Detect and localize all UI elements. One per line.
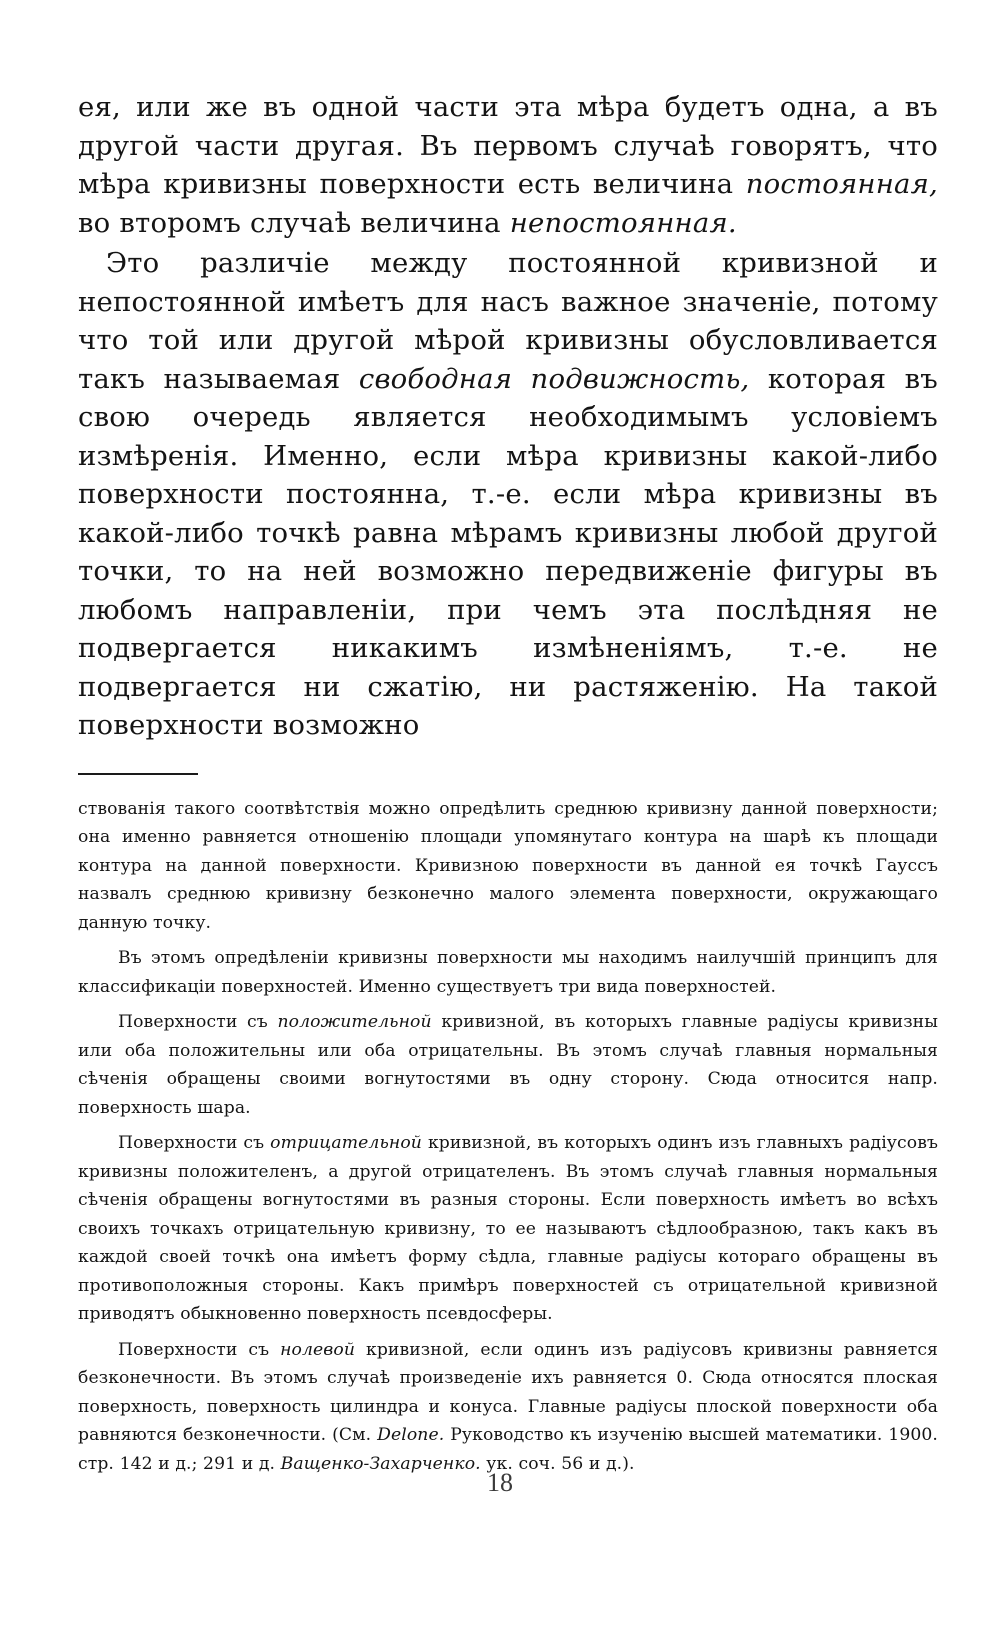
footnote-3-text-c: кривизной, въ которыхъ главные радіусы кривизны или оба положительны или оба отрицательны. Въ этомъ случаѣ главныя нормальныя сѣченія обращены своими вогнутостями въ одну сторону. Сюда относится напр. поверхность шара. bbox=[78, 1012, 938, 1118]
footnote-5-text-e: Руководство къ изученію высшей математики. 1900. стр. 142 и д.; 291 и д. bbox=[78, 1425, 938, 1474]
paragraph-1-text-c: во второмъ случаѣ величина bbox=[78, 206, 510, 239]
footnote-3-text-a: Поверхности съ bbox=[118, 1012, 278, 1032]
footnote-paragraph-1: ствованія такого соотвѣтствія можно опредѣлить среднюю кривизну данной поверхности; она именно равняется отношенію площади упомянутаго контура на шарѣ къ площади контура на данной поверхности. Кривизною поверхности въ данной ея точкѣ Гауссъ назвалъ среднюю кривизну безконечно малого элемента поверхности, окружающаго данную точку. bbox=[78, 798, 938, 933]
paragraph-2-text-a: Это различіе между постоянной кривизной и непостоянной имѣетъ для насъ важное значеніе, потому что той или другой мѣрой кривизны обусловливается такъ называемая bbox=[78, 247, 938, 395]
footnote-4-text-a: Поверхности съ bbox=[118, 1133, 271, 1153]
footnote-divider bbox=[78, 773, 198, 775]
footnote-paragraph-3 bbox=[78, 1008, 938, 1122]
paragraph-2-text-c: которая въ свою очередь является необходимымъ условіемъ измѣренія. Именно, если мѣра кривизны какой-либо поверхности постоянна, т.-е. если мѣра кривизны въ какой-либо точкѣ равна мѣрамъ кривизны любой другой точки, то на ней возможно передвиженіе фигуры въ любомъ направленіи, при чемъ эта послѣдняя не подвергается никакимъ измѣненіямъ, т.-е. не подвергается ни сжатію, ни растяженію. На такой поверхности возможно bbox=[78, 362, 938, 741]
footnote-5-text-a: Поверхности съ bbox=[118, 1339, 281, 1360]
term-zero: нолевой bbox=[280, 1339, 355, 1360]
footnote-paragraph-5 bbox=[78, 1336, 938, 1479]
footnote bbox=[78, 795, 938, 1479]
footnote-paragraph-4 bbox=[78, 1129, 938, 1329]
author-vashchenko: Ващенко-Захарченко. bbox=[280, 1453, 481, 1474]
term-constant: постоянная, bbox=[745, 168, 938, 200]
paragraph-1-text-a: ея, или же въ одной части эта мѣра будетъ одна, а въ другой части другая. Въ первомъ случаѣ говорятъ, что мѣра кривизны поверхности есть величина bbox=[78, 91, 938, 200]
footnote-5-text-g: ук. соч. 56 и д.). bbox=[480, 1453, 635, 1474]
footnote-5-text-c: кривизной, если одинъ изъ радіусовъ кривизны равняется безконечности. Въ этомъ случаѣ произведеніе ихъ равняется 0. Сюда относятся плоская поверхность, поверхность цилиндра и конуса. Главные радіусы плоской поверхности оба равняются безконечности. (См. bbox=[78, 1339, 938, 1445]
term-positive: положительной bbox=[277, 1012, 432, 1032]
term-free-mobility: свободная подвижность, bbox=[358, 362, 750, 395]
footnote-4-text-c: кривизной, въ которыхъ одинъ изъ главныхъ радіусовъ кривизны положителенъ, а другой отрицателенъ. Въ этомъ случаѣ главныя нормальныя сѣченія обращены вогнутостями въ разныя стороны. Если поверхность имѣетъ во всѣхъ своихъ точкахъ отрицательную кривизну, то ее называютъ сѣдлообразною, такъ какъ въ каждой своей точкѣ она имѣетъ форму сѣдла, главные радіусы котораго обращены въ противоположныя стороны. Какъ примѣръ поверхностей съ отрицательной кривизной приводятъ обыкновенно поверхность псевдосферы. bbox=[78, 1133, 939, 1324]
paragraph-1 bbox=[78, 88, 938, 242]
footnote-paragraph-2: Въ этомъ опредѣленіи кривизны поверхности мы находимъ наилучшій принципъ для классификаціи поверхностей. Именно существуетъ три вида поверхностей. bbox=[78, 948, 938, 997]
page-number: 18 bbox=[487, 1468, 513, 1497]
term-negative: отрицательной bbox=[270, 1133, 422, 1153]
page-content bbox=[78, 88, 938, 1485]
author-delone: Delone. bbox=[377, 1425, 445, 1445]
term-nonconstant: непостоянная. bbox=[509, 206, 737, 239]
paragraph-2 bbox=[78, 244, 938, 745]
main-text bbox=[78, 88, 938, 745]
